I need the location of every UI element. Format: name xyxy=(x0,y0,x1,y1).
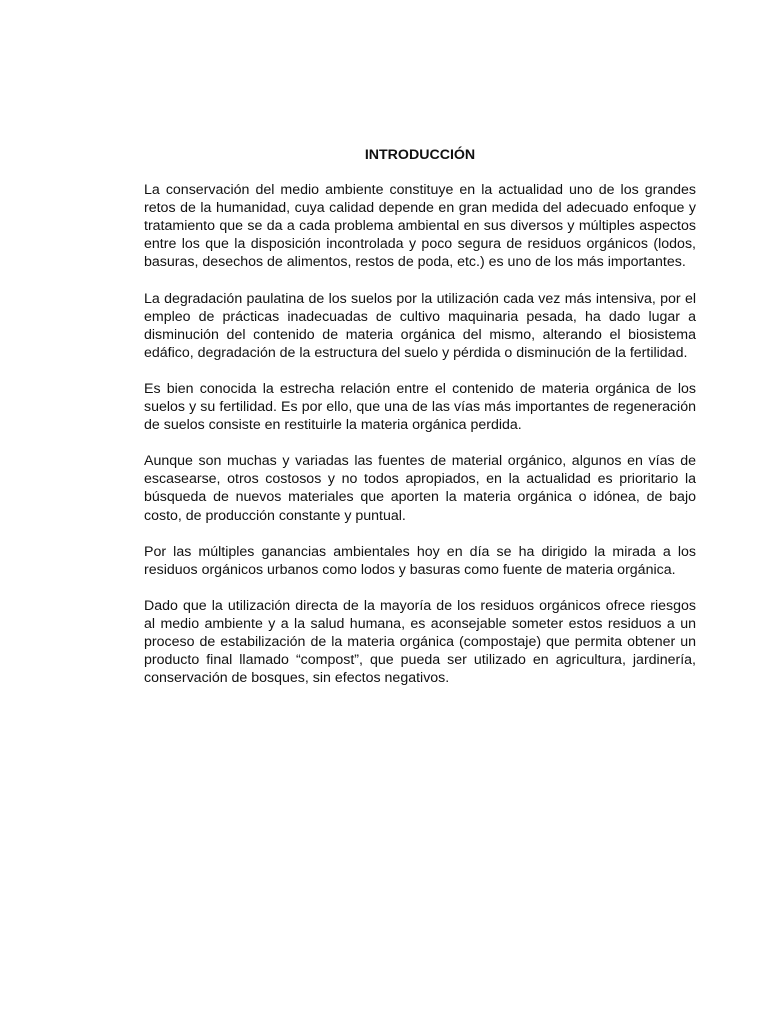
paragraph-3: Es bien conocida la estrecha relación entre el contenido de materia orgánica de los suelos y su fertilidad. Es por ello, que una de las vías más importantes de regeneración de suelos consiste en restituirle la materia orgánica perdida. xyxy=(144,380,696,434)
paragraph-5: Por las múltiples ganancias ambientales hoy en día se ha dirigido la mirada a los residuos orgánicos urbanos como lodos y basuras como fuente de materia orgánica. xyxy=(144,543,696,578)
paragraph-6: Dado que la utilización directa de la mayoría de los residuos orgánicos ofrece riesgos al medio ambiente y a la salud humana, es aconsejable someter estos residuos a un proceso de estabilización de la materia orgánica (compostaje) que permita obtener un producto final llamado “compost”, que pueda ser utilizado en agricultura, jardinería, conservación de bosques, sin efectos negativos. xyxy=(144,597,696,687)
paragraph-4: Aunque son muchas y variadas las fuentes de material orgánico, algunos en vías de escasearse, otros costosos y no todos apropiados, en la actualidad es prioritario la búsqueda de nuevos materiales que aporten la materia orgánica o idónea, de bajo costo, de producción constante y puntual. xyxy=(144,453,696,524)
document-page xyxy=(144,146,696,705)
paragraph-1: La conservación del medio ambiente constituye en la actualidad uno de los grandes retos de la humanidad, cuya calidad depende en gran medida del adecuado enfoque y tratamiento que se da a cada problema ambiental en sus diversos y múltiples aspectos entre los que la disposición incontrolada y poco segura de residuos orgánicos (lodos, basuras, desechos de alimentos, restos de poda, etc.) es uno de los más importantes. xyxy=(144,182,696,271)
page-title: INTRODUCCIÓN xyxy=(364,147,476,163)
paragraph-2: La degradación paulatina de los suelos por la utilización cada vez más intensiva, por el empleo de prácticas inadecuadas de cultivo maquinaria pesada, ha dado lugar a disminución del contenido de materia orgánica del mismo, alterando el biosistema edáfico, degradación de la estructura del suelo y pérdida o disminución de la fertilidad. xyxy=(144,290,696,361)
